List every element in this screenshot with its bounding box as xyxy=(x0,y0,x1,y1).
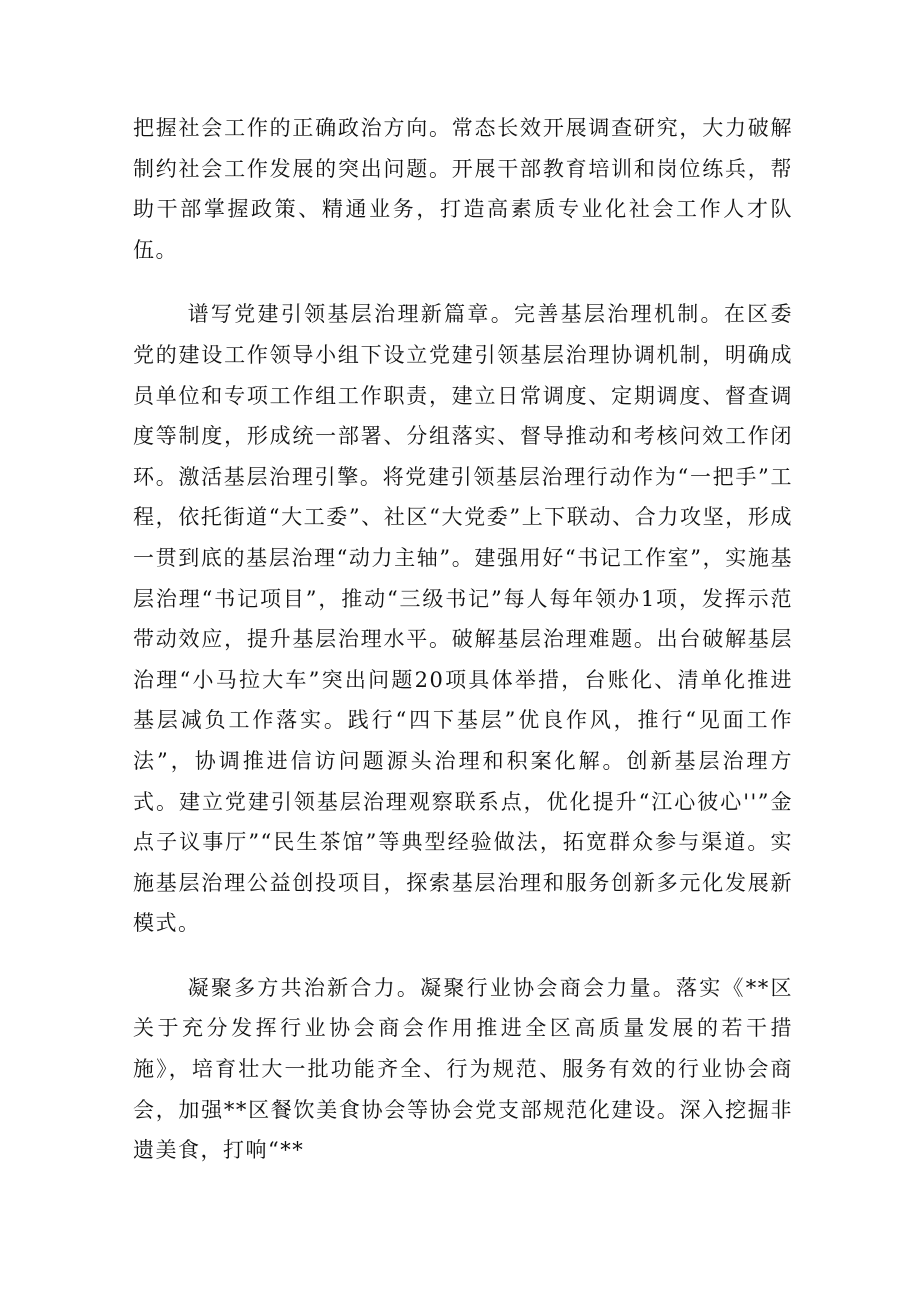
paragraph-grassroots-governance: 谱写党建引领基层治理新篇章。完善基层治理机制。在区委党的建设工作领导小组下设立党建引领基层治理协调机制，明确成员单位和专项工作组工作职责，建立日常调度、定期调度、督查调度等制度，形成统一部署、分组落实、督导推动和考核问效工作闭环。激活基层治理引擎。将党建引领基层治理行动作为“一把手”工程，依托街道“大工委”、社区“大党委”上下联动、合力攻坚，形成一贯到底的基层治理“动力主轴”。建强用好“书记工作室”，实施基层治理“书记项目”，推动“三级书记”每人每年领办1项，发挥示范带动效应，提升基层治理水平。破解基层治理难题。出台破解基层治理“小马拉大车”突出问题20项具体举措，台账化、清单化推进基层减负工作落实。践行“四下基层”优良作风，推行“见面工作法”，协调推进信访问题源头治理和积案化解。创新基层治理方式。建立党建引领基层治理观察联系点，优化提升“江心彼心''”金点子议事厅”“民生茶馆”等典型经验做法，拓宽群众参与渠道。实施基层治理公益创投项目，探索基层治理和服务创新多元化发展新模式。 xyxy=(133,302,793,936)
paragraph-spacer xyxy=(133,270,793,294)
paragraph-multi-party-governance: 凝聚多方共治新合力。凝聚行业协会商会力量。落实《**区关于充分发挥行业协会商会作用推进全区高质量发展的若干措施》，培育壮大一批功能齐全、行为规范、服务有效的行业协会商会，加强**区餐饮美食协会等协会党支部规范化建设。深入挖掘非遗美食，打响“** xyxy=(133,975,793,1163)
paragraph-spacer xyxy=(133,944,793,968)
document-page xyxy=(133,108,793,1171)
paragraph-social-work-direction: 把握社会工作的正确政治方向。常态长效开展调查研究，大力破解制约社会工作发展的突出问题。开展干部教育培训和岗位练兵，帮助干部掌握政策、精通业务，打造高素质专业化社会工作人才队伍。 xyxy=(133,116,793,262)
